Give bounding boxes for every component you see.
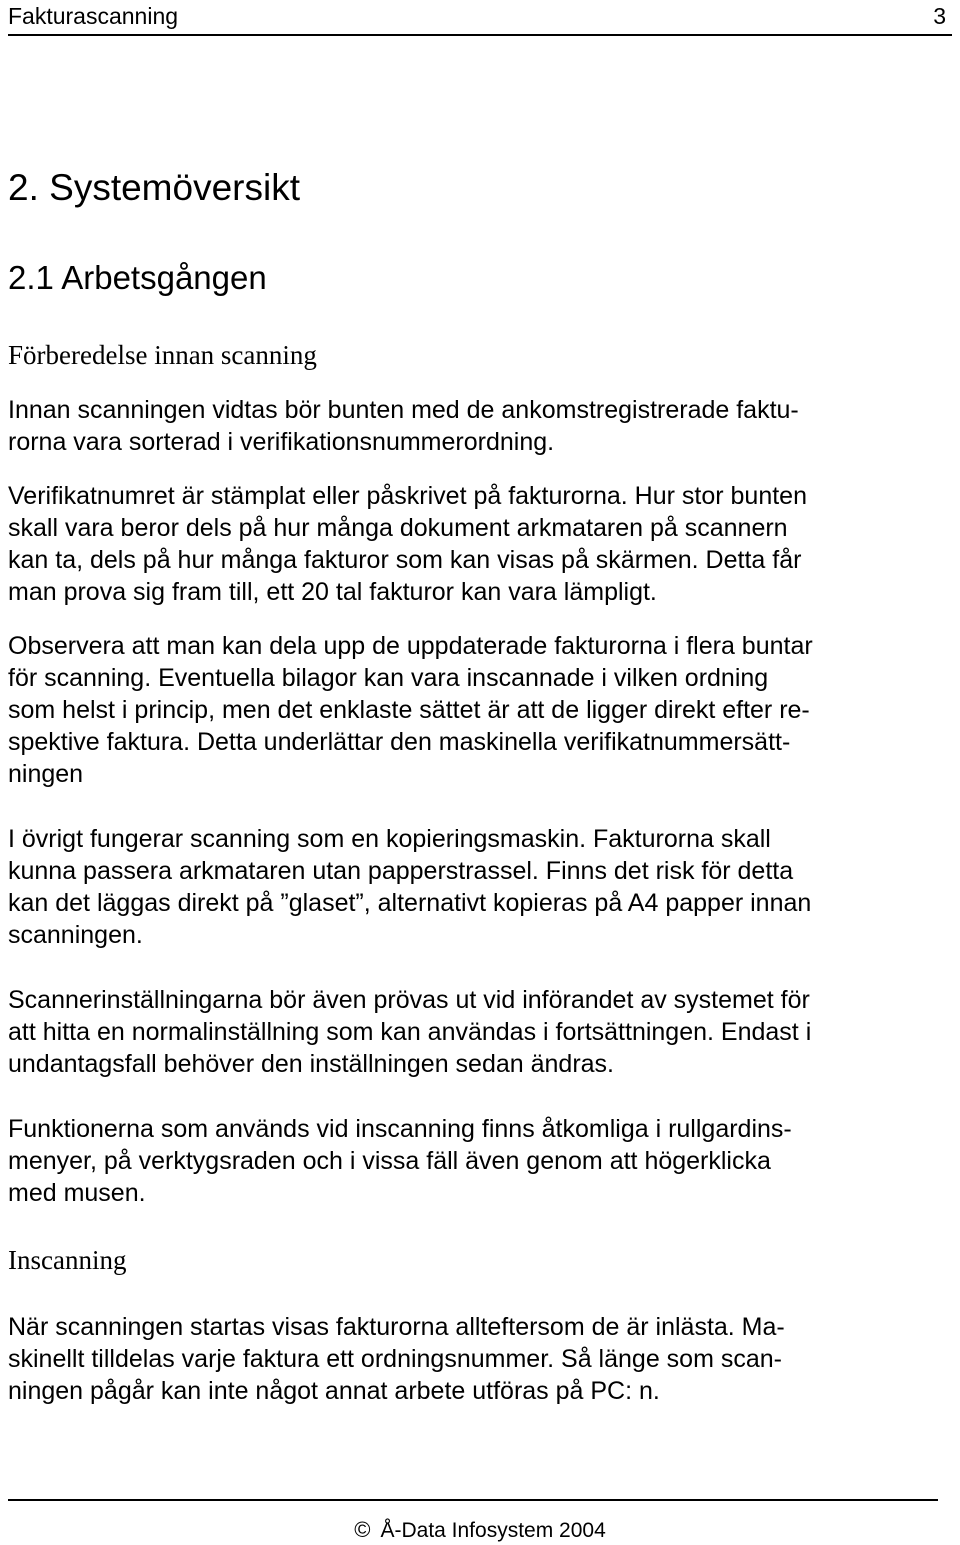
- text-line: kan det läggas direkt på ”glaset”, alternativt kopieras på A4 papper innan: [8, 889, 812, 917]
- page-content: [8, 160, 942, 1407]
- text-line: som helst i princip, men det enklaste sättet är att de ligger direkt efter re-: [8, 696, 810, 724]
- text-line: rorna vara sorterad i verifikationsnummerordning.: [8, 428, 555, 456]
- copyright-icon: ©: [354, 1517, 371, 1542]
- page-footer: [0, 1517, 960, 1544]
- text-line: menyer, på verktygsraden och i vissa fäll även genom att högerklicka: [8, 1147, 771, 1175]
- section-heading: 2.1 Arbetsgången: [8, 259, 267, 296]
- paragraph-4: [8, 823, 942, 951]
- text-line: I övrigt fungerar scanning som en kopieringsmaskin. Fakturorna skall: [8, 825, 771, 853]
- text-line: Scannerinställningarna bör även prövas ut vid införandet av systemet för: [8, 986, 810, 1014]
- text-line: kunna passera arkmataren utan papperstrassel. Finns det risk för detta: [8, 857, 794, 885]
- text-line: Observera att man kan dela upp de uppdaterade fakturorna i flera buntar: [8, 632, 813, 660]
- footer-copyright-text: Å-Data Infosystem 2004: [380, 1519, 606, 1542]
- paragraph-7: [8, 1311, 942, 1407]
- text-line: för scanning. Eventuella bilagor kan vara inscannade i vilken ordning: [8, 664, 769, 692]
- subheading-preparation: Förberedelse innan scanning: [8, 340, 317, 370]
- text-line: scanningen.: [8, 921, 143, 949]
- text-line: med musen.: [8, 1179, 146, 1207]
- paragraph-1: [8, 394, 942, 458]
- text-line: undantagsfall behöver den inställningen sedan ändras.: [8, 1050, 615, 1078]
- text-line: kan ta, dels på hur många fakturor som kan visas på skärmen. Detta får: [8, 546, 802, 574]
- text-line: spektive faktura. Detta underlättar den maskinella verifikatnummersätt-: [8, 728, 791, 756]
- page-header: [8, 0, 952, 36]
- text-line: När scanningen startas visas fakturorna allteftersom de är inlästa. Ma-: [8, 1313, 785, 1341]
- paragraph-3: [8, 630, 942, 790]
- text-line: Verifikatnumret är stämplat eller påskrivet på fakturorna. Hur stor bunten: [8, 482, 807, 510]
- text-line: Innan scanningen vidtas bör bunten med de ankomstregistrerade faktu-: [8, 396, 799, 424]
- paragraph-6: [8, 1113, 942, 1209]
- text-line: man prova sig fram till, ett 20 tal fakturor kan vara lämpligt.: [8, 578, 657, 606]
- text-line: Funktionerna som används vid inscanning finns åtkomliga i rullgardins-: [8, 1115, 792, 1143]
- paragraph-2: [8, 480, 942, 608]
- header-title: Fakturascanning: [8, 3, 179, 29]
- text-line: att hitta en normalinställning som kan användas i fortsättningen. Endast i: [8, 1018, 812, 1046]
- chapter-heading: 2. Systemöversikt: [8, 167, 300, 208]
- text-line: ningen: [8, 760, 84, 788]
- footer-divider: [8, 1499, 938, 1501]
- text-line: skinellt tilldelas varje faktura ett ordningsnummer. Så länge som scan-: [8, 1345, 782, 1373]
- text-line: ningen pågår kan inte något annat arbete utföras på PC: n.: [8, 1377, 660, 1405]
- paragraph-5: [8, 984, 942, 1080]
- subheading-inscanning: Inscanning: [8, 1245, 127, 1275]
- text-line: skall vara beror dels på hur många dokument arkmataren på scannern: [8, 514, 788, 542]
- page-number: 3: [933, 3, 946, 29]
